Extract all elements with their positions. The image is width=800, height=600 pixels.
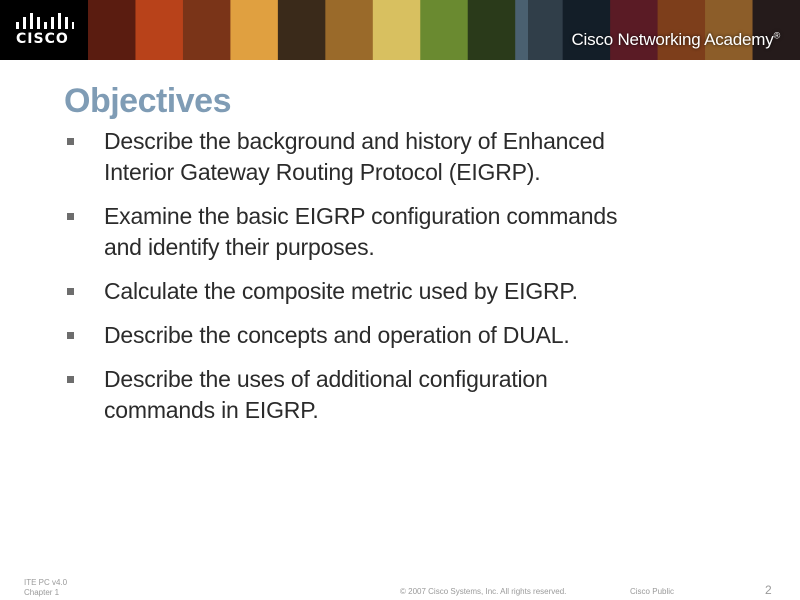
objective-line: commands in EIGRP. bbox=[104, 397, 319, 423]
footer-course-info bbox=[24, 578, 67, 598]
bullet-square-icon bbox=[67, 288, 74, 295]
objective-item bbox=[64, 320, 744, 351]
objective-item bbox=[64, 126, 744, 188]
collage-photo-tile bbox=[278, 0, 326, 60]
bullet-square-icon bbox=[67, 138, 74, 145]
cisco-logo bbox=[0, 0, 88, 60]
collage-photo-tile bbox=[230, 0, 278, 60]
objective-line: Describe the background and history of Enhanced bbox=[104, 128, 605, 154]
cisco-logo-text: CISCO bbox=[16, 31, 69, 47]
footer-chapter: Chapter 1 bbox=[24, 588, 60, 597]
collage-photo-tile bbox=[373, 0, 421, 60]
collage-photo-tile bbox=[183, 0, 231, 60]
collage-photo-tile bbox=[325, 0, 373, 60]
cisco-bridge-icon bbox=[14, 13, 74, 31]
collage-photo-tile bbox=[88, 0, 136, 60]
objective-line: Calculate the composite metric used by EIGRP. bbox=[104, 278, 578, 304]
objective-line: Describe the uses of additional configuration bbox=[104, 366, 548, 392]
objective-item bbox=[64, 364, 744, 426]
objective-line: Interior Gateway Routing Protocol (EIGRP). bbox=[104, 159, 541, 185]
objectives-list bbox=[64, 126, 744, 439]
collage-photo-tile bbox=[135, 0, 183, 60]
objective-item bbox=[64, 201, 744, 263]
objective-line: Examine the basic EIGRP configuration commands bbox=[104, 203, 618, 229]
objective-line: and identify their purposes. bbox=[104, 234, 375, 260]
bullet-square-icon bbox=[67, 332, 74, 339]
brand-name: Cisco Networking Academy bbox=[571, 30, 774, 49]
networking-academy-brand bbox=[571, 30, 780, 50]
bullet-square-icon bbox=[67, 376, 74, 383]
brand-registered-mark: ® bbox=[773, 30, 780, 41]
footer-classification: Cisco Public bbox=[630, 587, 675, 596]
bullet-square-icon bbox=[67, 213, 74, 220]
collage-photo-tile bbox=[468, 0, 516, 60]
footer-course: ITE PC v4.0 bbox=[24, 578, 68, 587]
collage-photo-tile bbox=[420, 0, 468, 60]
page-number: 2 bbox=[765, 583, 772, 597]
footer-copyright: © 2007 Cisco Systems, Inc. All rights reserved. bbox=[400, 587, 567, 596]
slide-title: Objectives bbox=[64, 82, 231, 120]
header-banner bbox=[0, 0, 800, 60]
objective-item bbox=[64, 276, 744, 307]
objective-line: Describe the concepts and operation of DUAL. bbox=[104, 322, 570, 348]
